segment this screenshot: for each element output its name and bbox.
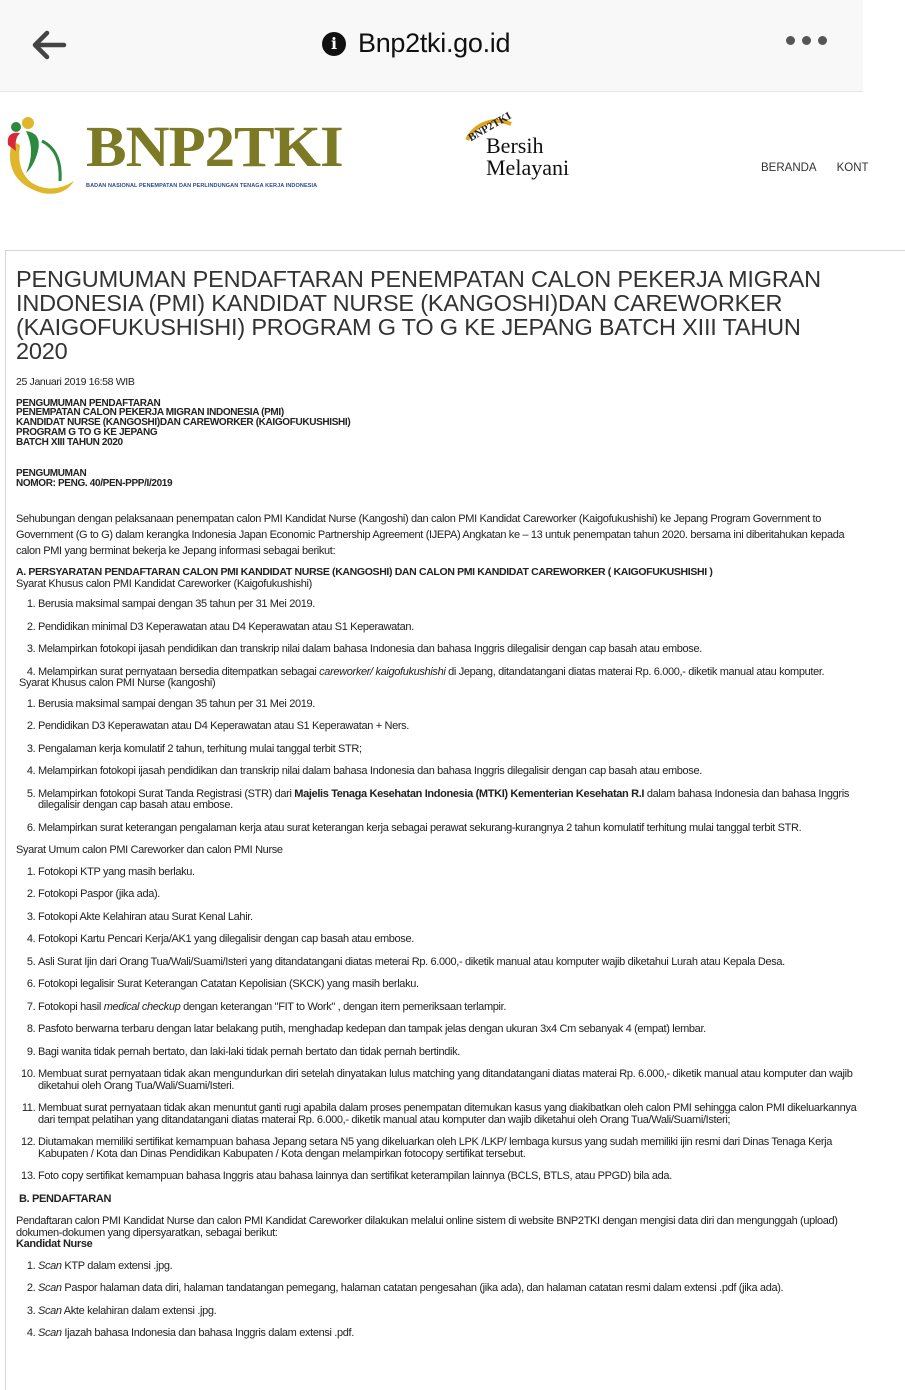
heading-line: PENEMPATAN CALON PEKERJA MIGRAN INDONESIA (PMI) (16, 407, 284, 419)
address-bar[interactable] (322, 28, 510, 59)
list-item: 7. Fotokopi hasil medical checkup dengan keterangan "FIT to Work" , dengan item pemeriksaan terlampir. (38, 1002, 861, 1014)
announcement-number (16, 469, 861, 489)
kandidat-nurse-label: Kandidat Nurse (16, 1238, 93, 1251)
list-item: 5. Melampirkan fotokopi Surat Tanda Registrasi (STR) dari Majelis Tenaga Kesehatan Indonesia (MTKI) Kementerian Kesehatan R.I dalam bahasa Indonesia dan bahasa Inggris dilegalisir dengan cap basah atau embose. (38, 789, 861, 812)
site-logo-subtitle: BADAN NASIONAL PENEMPATAN DAN PERLINDUNGAN TENAGA KERJA INDONESIA (86, 183, 318, 189)
nurse-requirements (16, 699, 861, 835)
list-item: 1. Berusia maksimal sampai dengan 35 tahun per 31 Mei 2019. (38, 699, 861, 711)
badge-line1: Bersih (486, 133, 544, 158)
article-date: 25 Januari 2019 16:58 WIB (16, 376, 135, 388)
list-item: 4. Melampirkan surat pernyataan bersedia ditempatkan sebagai careworker/ kaigofukushishi di Jepang, ditandatangani diatas materai Rp. 6.000,- diketik manual atau komputer. (38, 667, 861, 679)
nurse-label: Syarat Khusus calon PMI Nurse (kangoshi) (19, 677, 216, 690)
bersih-melayani-badge (458, 109, 598, 185)
badge-arc-text: BNP2TKI (466, 109, 514, 145)
list-item: 3. Pengalaman kerja komulatif 2 tahun, terhitung mulai tanggal terbit STR; (38, 744, 861, 756)
url-text: Bnp2tki.go.id (358, 28, 511, 58)
list-item: 3. Fotokopi Akte Kelahiran atau Surat Kenal Lahir. (38, 912, 861, 924)
main-nav (761, 162, 869, 174)
list-item: 6. Melampirkan surat keterangan pengalaman kerja atau surat keterangan kerja sebagai perawat sekurang-kurangnya 2 tahun komulatif terhitung mulai tanggal terbit STR. (38, 823, 861, 835)
article (5, 250, 905, 1390)
number-line: PENGUMUMAN (16, 468, 87, 480)
list-item: 6. Fotokopi legalisir Surat Keterangan Catatan Kepolisian (SKCK) yang masih berlaku. (38, 979, 861, 991)
list-item: 5. Asli Surat Ijin dari Orang Tua/Wali/Suami/Isteri yang ditandatangani diatas meterai Rp. 6.000,- diketik manual atau komputer wajib diketahui Lurah atau Kepala Desa. (38, 957, 861, 969)
info-icon[interactable]: i (322, 32, 346, 56)
careworker-label: Syarat Khusus calon PMI Kandidat Careworker (Kaigofukushishi) (16, 577, 312, 590)
site-logo-text[interactable]: BNP2TKI (86, 114, 343, 179)
back-arrow-icon[interactable] (30, 28, 68, 62)
list-item: 13. Foto copy sertifikat kemampuan bahasa Inggris atau bahasa lainnya dan sertifikat keterampilan lainnya (BCLS, BTLS, atau PPGD) bila ada. (38, 1171, 861, 1183)
general-requirements (16, 867, 861, 1183)
section-b-heading: B. PENDAFTARAN (19, 1192, 112, 1205)
list-item: 11. Membuat surat pernyataan tidak akan menuntut ganti rugi apabila dalam proses penempatan ditemukan kasus yang diakibatkan oleh calon PMI sehingga calon PMI dikeluarkannya dari tempat pelatihan yang ditandatangani diatas materai Rp. 6.000,- diketik manual atau komputer dan wajib diketahui oleh Orang Tua/Wali/Suami/Isteri; (38, 1103, 861, 1126)
list-item: 2. Scan Paspor halaman data diri, halaman tandatangan pemegang, halaman catatan pengesahan (jika ada), dan halaman catatan resmi dalam extensi .pdf (jika ada). (38, 1283, 861, 1295)
announcement-heading (16, 399, 861, 448)
badge-line2: Melayani (486, 155, 570, 180)
list-item: 3. Melampirkan fotokopi ijasah pendidikan dan transkrip nilai dalam bahasa Indonesia dan bahasa Inggris dilegalisir dengan cap basah atau embose. (38, 644, 861, 656)
list-item: 2. Pendidikan minimal D3 Keperawatan atau D4 Keperawatan atau S1 Keperawatan. (38, 622, 861, 634)
nav-kontak[interactable]: KONT (836, 162, 869, 174)
browser-toolbar (0, 0, 863, 92)
list-item: 4. Scan Ijazah bahasa Indonesia dan bahasa Inggris dalam extensi .pdf. (38, 1328, 861, 1340)
list-item: 9. Bagi wanita tidak pernah bertato, dan laki-laki tidak pernah bertato dan tidak pernah bertindik. (38, 1047, 861, 1059)
list-item: 1. Fotokopi KTP yang masih berlaku. (38, 867, 861, 879)
heading-line: BATCH XIII TAHUN 2020 (16, 436, 123, 448)
site-header (0, 95, 869, 250)
list-item: 4. Fotokopi Kartu Pencari Kerja/AK1 yang dilegalisir dengan cap basah atau embose. (38, 934, 861, 946)
list-item: 1. Berusia maksimal sampai dengan 35 tahun per 31 Mei 2019. (38, 599, 861, 611)
heading-line: PENGUMUMAN PENDAFTARAN (16, 397, 161, 409)
heading-line: PROGRAM G TO G KE JEPANG (16, 426, 158, 438)
heading-line: KANDIDAT NURSE (KANGOSHI)DAN CAREWORKER (KAIGOFUKUSHISHI) (16, 417, 351, 429)
general-label: Syarat Umum calon PMI Careworker dan calon PMI Nurse (16, 844, 283, 857)
number-line: NOMOR: PENG. 40/PEN-PPP/I/2019 (16, 478, 173, 490)
registration-intro: Pendaftaran calon PMI Kandidat Nurse dan calon PMI Kandidat Careworker dilakukan melalui online sistem di website BNP2TKI dengan mengisi data diri dan mengunggah (upload) dokumen-dokumen yang dipersyaratkan, sebagai berikut: (16, 1215, 838, 1239)
careworker-requirements (16, 599, 861, 678)
more-menu-icon[interactable] (786, 36, 827, 45)
list-item: 8. Pasfoto berwarna terbaru dengan latar belakang putih, menghadap kedepan dan tampak jelas dengan ukuran 3x4 Cm sebanyak 4 (empat) lembar. (38, 1024, 861, 1036)
list-item: 4. Melampirkan fotokopi ijasah pendidikan dan transkrip nilai dalam bahasa Indonesia dan bahasa Inggris dilegalisir dengan cap basah atau embose. (38, 766, 861, 778)
list-item: 12. Diutamakan memiliki sertifikat kemampuan bahasa Jepang setara N5 yang dikeluarkan oleh LPK /LKP/ lembaga kursus yang sudah memiliki ijin resmi dari Dinas Tenaga Kerja Kabupaten / Kota dan Dinas Pendidikan Kabupaten / Kota dengan melampirkan fotocopy sertifikat tersebut. (38, 1137, 861, 1160)
article-title: PENGUMUMAN PENDAFTARAN PENEMPATAN CALON PEKERJA MIGRAN INDONESIA (PMI) KANDIDAT NURSE (KANGOSHI)DAN CAREWORKER (KAIGOFUKUSHISHI) PROGRAM G TO G KE JEPANG BATCH XIII TAHUN 2020 (16, 266, 821, 364)
bnp2tki-emblem-icon[interactable] (2, 111, 82, 197)
nav-beranda[interactable]: BERANDA (761, 162, 817, 174)
list-item: 2. Fotokopi Paspor (jika ada). (38, 889, 861, 901)
list-item: 2. Pendidikan D3 Keperawatan atau D4 Keperawatan atau S1 Keperawatan + Ners. (38, 721, 861, 733)
section-a-heading: A. PERSYARATAN PENDAFTARAN CALON PMI KANDIDAT NURSE (KANGOSHI) DAN CALON PMI KANDIDAT CAREWORKER ( KAIGOFUKUSHISHI ) (16, 566, 713, 579)
intro-paragraph: Sehubungan dengan pelaksanaan penempatan calon PMI Kandidat Nurse (Kangoshi) dan calon PMI Kandidat Careworker (Kaigofukushishi) ke Jepang Program Government to Government (G to G) dalam kerangka Indonesia Japan Economic Partnership Agreement (IJEPA) Angkatan ke – 13 untuk penempatan tahun 2020. bersama ini diberitahukan kepada calon PMI yang berminat bekerja ke Jepang informasi sebagai berikut: (16, 513, 845, 558)
list-item: 10. Membuat surat pernyataan tidak akan mengundurkan diri setelah dinyatakan lulus matching yang ditandatangani diatas materai Rp. 6.000,- diketik manual atau komputer dan wajib diketahui oleh Orang Tua/Wali/Suami/Isteri. (38, 1069, 861, 1092)
list-item: 1. Scan KTP dalam extensi .jpg. (38, 1261, 861, 1273)
list-item: 3. Scan Akte kelahiran dalam extensi .jpg. (38, 1306, 861, 1318)
scan-requirements (16, 1261, 861, 1340)
